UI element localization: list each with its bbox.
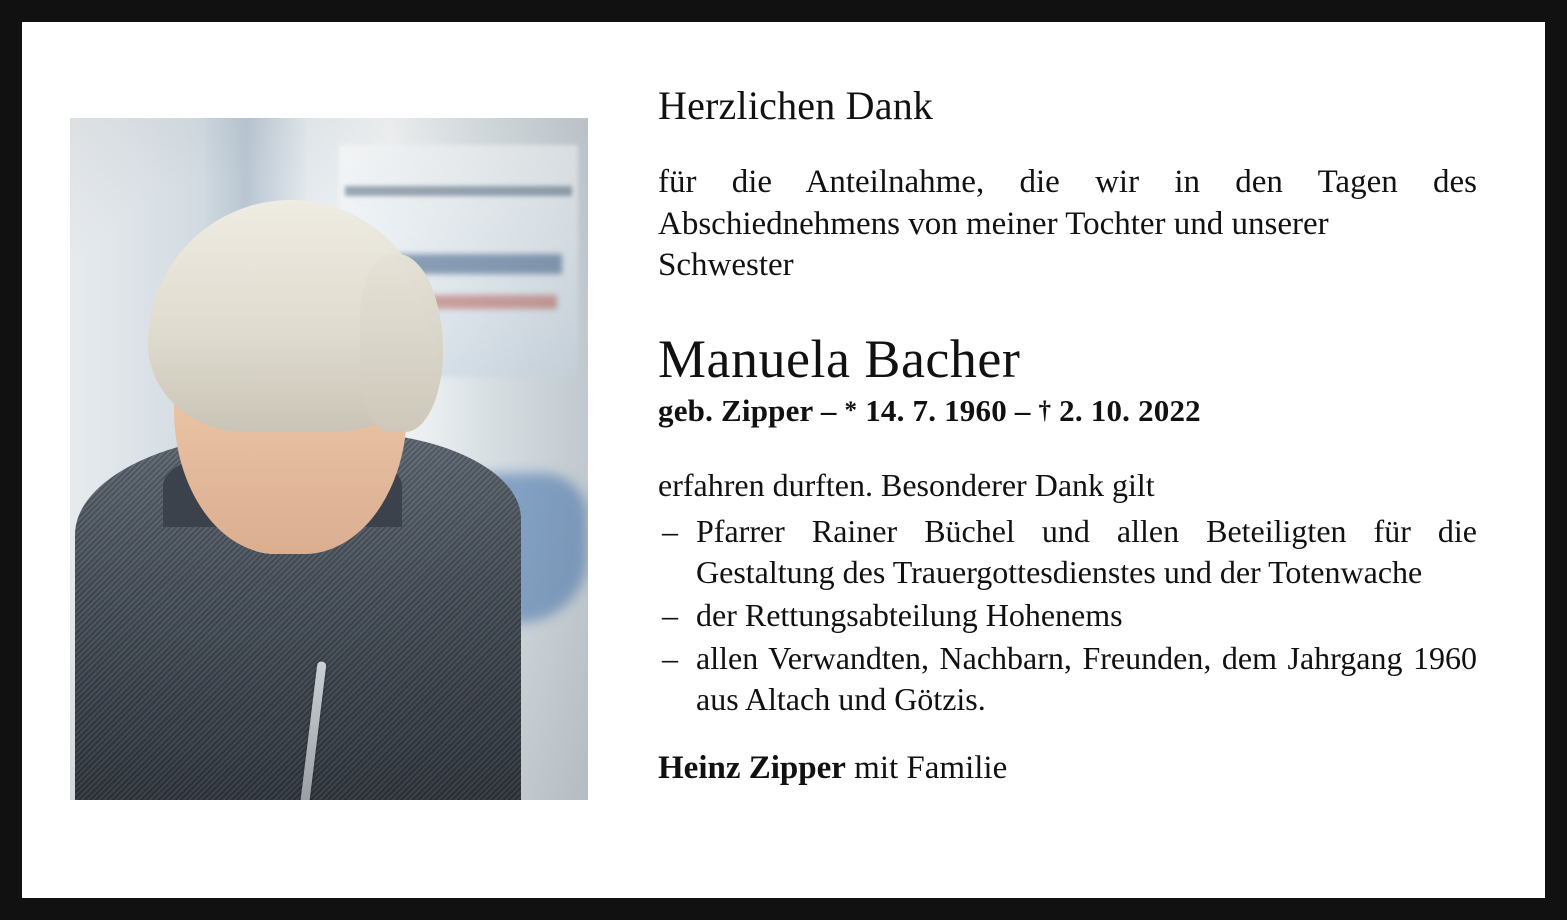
- death-date: 2. 10. 2022: [1059, 393, 1201, 429]
- intro-last-line: Schwester: [658, 247, 794, 284]
- dates-dash-1: –: [820, 393, 837, 429]
- death-symbol-icon: †: [1038, 397, 1052, 425]
- intro-paragraph: [658, 162, 1477, 287]
- photo-column: [22, 22, 612, 898]
- birth-symbol-icon: *: [844, 397, 858, 425]
- dates-dash-2: –: [1014, 393, 1031, 429]
- notice-paper: [22, 22, 1545, 898]
- life-dates: [658, 393, 1477, 429]
- text-column: [612, 22, 1545, 898]
- photo-vignette: [70, 118, 588, 800]
- after-paragraph: erfahren durften. Besonderer Dank gilt: [658, 467, 1155, 504]
- list-item: – Pfarrer Rainer Büchel und allen Beteiligten für die Gestaltung des Trauergottesdienstes und der Totenwache: [658, 511, 1477, 593]
- list-item: – allen Verwandten, Nachbarn, Freunden, dem Jahrgang 1960 aus Altach und Götzis.: [658, 638, 1477, 720]
- notice-heading: Herzlichen Dank: [658, 83, 934, 128]
- maiden-name: geb. Zipper: [658, 393, 813, 429]
- intro-text: für die Anteilnahme, die wir in den Tagen des Abschiednehmens von meiner Tochter und unserer: [658, 164, 1477, 242]
- list-item: – der Rettungsabteilung Hohenems: [658, 595, 1477, 636]
- portrait-photo: [70, 118, 588, 800]
- deceased-name: Manuela Bacher: [658, 328, 1021, 389]
- signature-rest: mit Familie: [845, 750, 1008, 787]
- thanks-list: [658, 511, 1477, 720]
- birth-date: 14. 7. 1960: [865, 393, 1007, 429]
- signature: [658, 750, 1477, 787]
- signature-name: Heinz Zipper: [658, 750, 846, 787]
